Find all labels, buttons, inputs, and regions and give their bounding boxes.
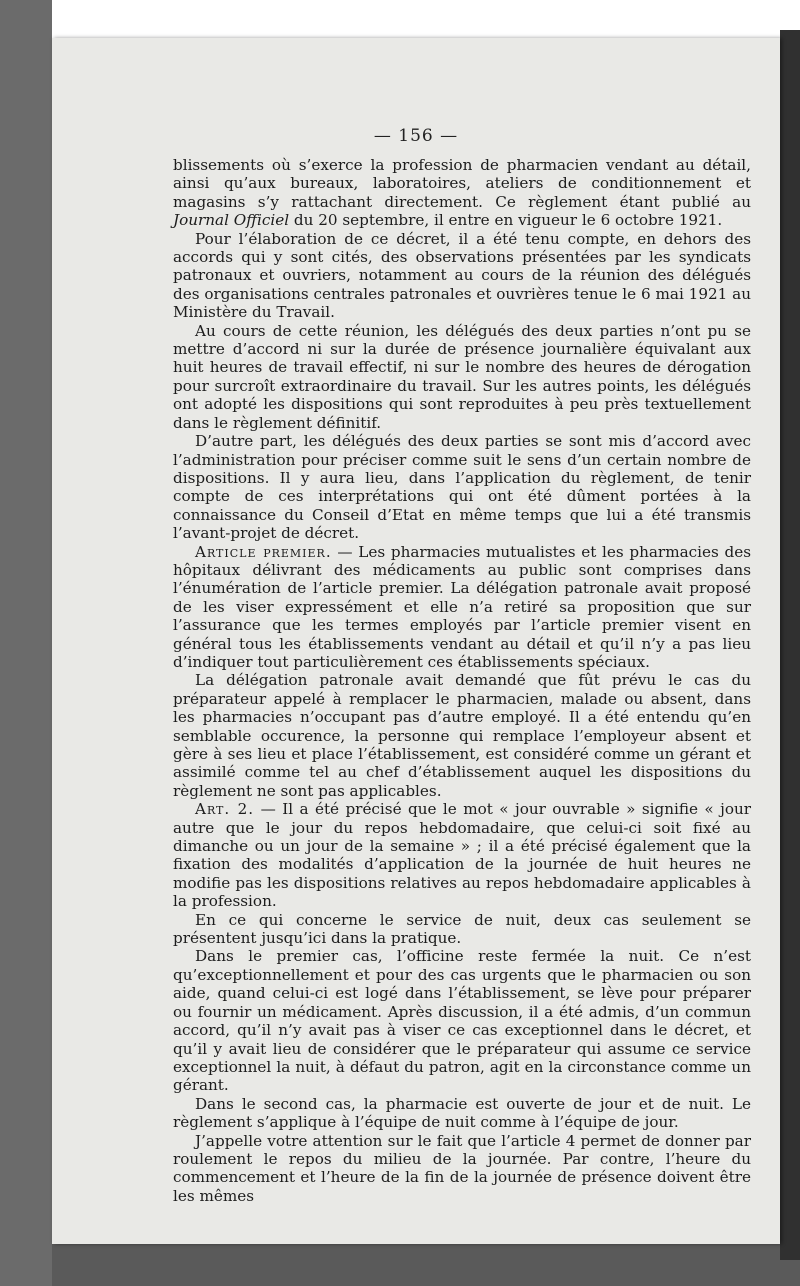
paragraph-text: — Il a été précisé que le mot « jour ouvrable » signifie « jour autre que le jour du repos hebdomadaire, que celui-ci soit fixé au dimanche ou un jour de la semaine » ; il a été précisé également que la fixation des modalités d’application de la journée de huit heures ne modifie pas les dispositions relatives au repos hebdomadaire applicables à la profession. (173, 800, 752, 911)
paragraph-text: Au cours de cette réunion, les délégués des deux parties n’ont pu se mettre d’accord ni sur la durée de présence journalière équivalant aux huit heures de travail effectif, ni sur le nombre des heures de dérogation pour surcroît extraordinaire du travail. Sur les autres points, les délégués ont adopté les dispositions qui sont reproduites à peu près textuellement dans le règlement définitif. (173, 321, 751, 432)
paragraph-text: D’autre part, les délégués des deux parties se sont mis d’accord avec l’administration pour préciser comme suit le sens d’un certain nombre de dispositions. Il y aura lieu, dans l’application du règlement, de tenir compte de ces interprétations qui ont été dûment portées à la connaissance du Conseil d’Etat en même temps que lui a été transmis l’avant-projet de décret. (173, 432, 751, 543)
page-number: — 156 — (373, 126, 459, 146)
article-heading: Art. 2. (195, 800, 255, 819)
paragraph (173, 230, 751, 322)
paragraph-text: Dans le second cas, la pharmacie est ouverte de jour et de nuit. Le règlement s’applique à l’équipe de nuit comme à l’équipe de jour. (173, 1094, 751, 1132)
document-page (52, 38, 780, 1244)
paragraph-text: — Les pharmacies mutualistes et les pharmacies des hôpitaux délivrant des médicaments au public sont comprises dans l’énumération de l’article premier. La délégation patronale avait proposé de les viser expressément et elle n’a retiré sa proposition que sur l’assurance que les termes employés par l’article premier visent en général tous les établissements vendant au détail et qu’il n’y a pas lieu d’indiquer tout particulièrement ces établissements spéciaux. (173, 542, 752, 671)
paragraph-text: Pour l’élaboration de ce décret, il a été tenu compte, en dehors des accords qui y sont cités, des observations présentées par les syndicats patronaux et ouvriers, notamment au cours de la réunion des délégués des organisations centrales patronales et ouvrières tenue le 6 mai 1921 au Ministère du Travail. (173, 229, 751, 322)
paragraph (173, 947, 751, 1094)
scan-margin-top (0, 0, 800, 40)
scan-margin-right (780, 30, 800, 1260)
paragraph (173, 1095, 751, 1132)
paragraph-text: Dans le premier cas, l’officine reste fermée la nuit. Ce n’est qu’exceptionnellement et pour des cas urgents que le pharmacien ou son aide, quand celui-ci est logé dans l’établissement, se lève pour préparer ou fournir un médicament. Après discussion, il a été admis, d’un commun accord, qu’il n’y avait pas à viser ce cas exceptionnel dans le décret, et qu’il y avait lieu de considérer que le préparateur qui assume ce service exceptionnel la nuit, à défaut du patron, agit en la circonstance comme un gérant. (173, 947, 751, 1095)
paragraph (173, 432, 751, 542)
paragraph (173, 1132, 751, 1206)
paragraph (173, 671, 751, 800)
body-text (173, 156, 751, 1205)
paragraph-text: En ce qui concerne le service de nuit, deux cas seulement se présentent jusqu’ici dans la pratique. (173, 910, 751, 948)
paragraph (173, 156, 751, 230)
scan-margin-left (0, 0, 52, 1286)
journal-officiel-italic: Journal Officiel (173, 211, 290, 230)
paragraph (173, 911, 751, 948)
paragraph (173, 543, 751, 672)
paragraph (173, 322, 751, 432)
paragraph-text: blissements où s’exerce la profession de pharmacien vendant au détail, ainsi qu’aux bureaux, laboratoires, ateliers de conditionnement et magasins s’y rattachant directement. Ce règlement étant publié au (173, 156, 751, 211)
paragraph-tail: du 20 septembre, il entre en vigueur le 6 octobre 1921. (293, 211, 723, 230)
paragraph-text: La délégation patronale avait demandé que fût prévu le cas du préparateur appelé à remplacer le pharmacien, malade ou absent, dans les pharmacies n’occupant pas d’autre employé. Il a été entendu qu’en semblable occurence, la personne qui remplace l’employeur absent et gère à ses lieu et place l’établissement, est considéré comme un gérant et assimilé comme tel au chef d’établissement auquel les dispositions du règlement ne sont pas applicables. (173, 671, 751, 800)
paragraph (173, 800, 751, 910)
paragraph-text: J’appelle votre attention sur le fait que l’article 4 permet de donner par roulement le repos du milieu de la journée. Par contre, l’heure du commencement et l’heure de la fin de la journée de présence doivent être les mêmes (173, 1131, 751, 1205)
article-heading: Article premier. (195, 542, 332, 561)
